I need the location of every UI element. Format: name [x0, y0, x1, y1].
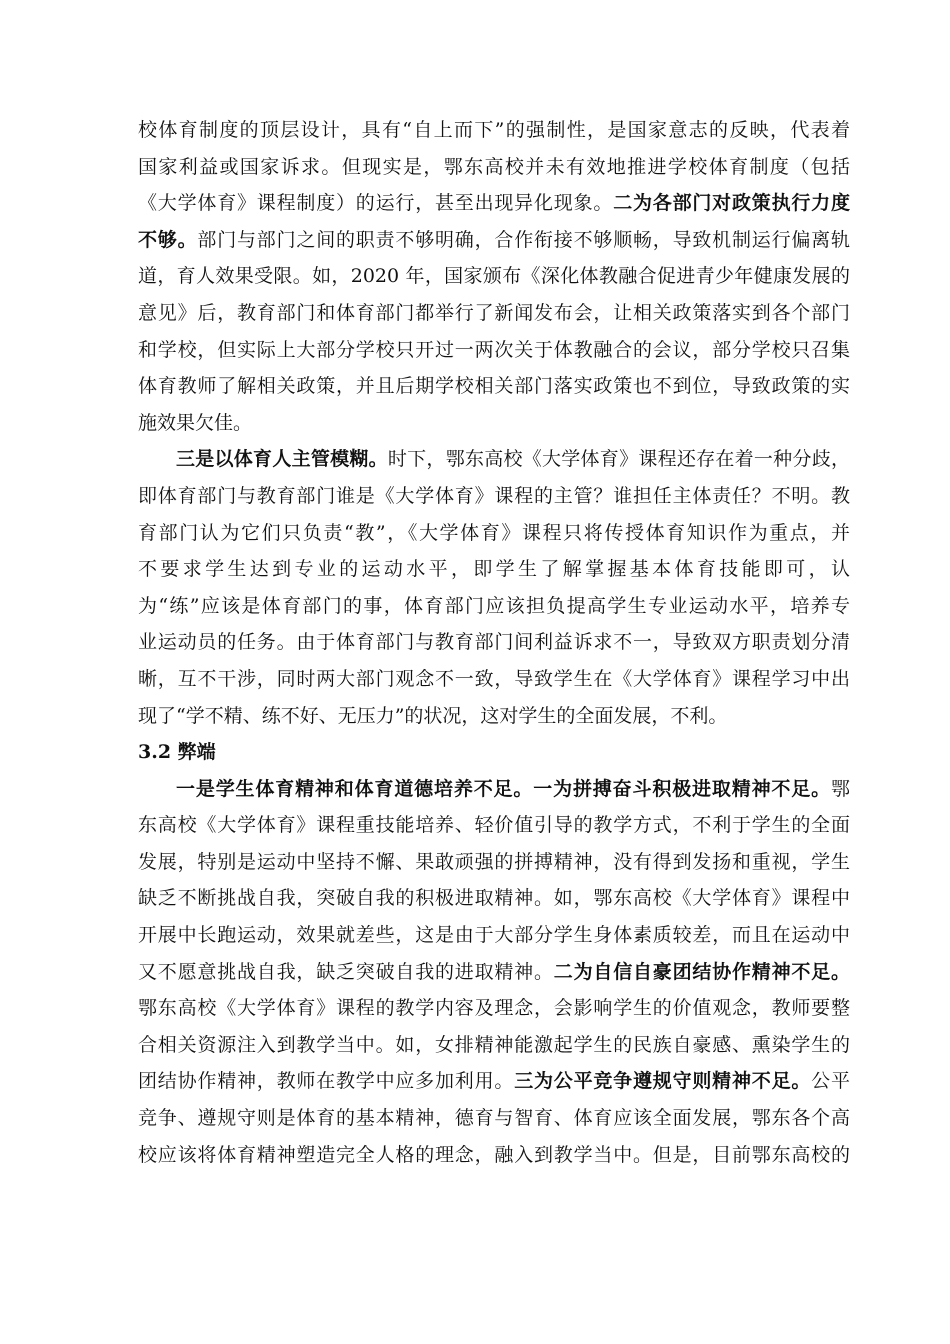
text-line — [138, 698, 850, 735]
text-run: 鄂 — [830, 777, 850, 800]
text-run: 鄂东高校《大学体育》课程的教学内容及理念，会影响学生的价值观念，教师要整 — [138, 997, 850, 1020]
text-line — [138, 368, 850, 405]
text-line — [138, 515, 850, 552]
text-line — [138, 624, 850, 661]
bold-text-run: 三是以体育人主管模糊。 — [176, 448, 388, 471]
text-line — [138, 917, 850, 954]
text-line — [138, 807, 850, 844]
bold-text-run: 不够。 — [138, 228, 198, 251]
text-line — [138, 1100, 850, 1137]
bold-text-run: 3.2 弊端 — [138, 741, 216, 764]
text-line — [138, 112, 850, 149]
text-run: 施效果欠佳。 — [138, 411, 253, 434]
text-line — [138, 185, 850, 222]
text-line — [138, 441, 850, 478]
text-line — [138, 258, 850, 295]
bold-text-run: 一是学生体育精神和体育道德培养不足。一为拼搏奋斗积极进取精神不足。 — [176, 777, 831, 800]
text-run: 开展中长跑运动，效果就差些，这是由于大部分学生身体素质较差，而且在运动中 — [138, 924, 850, 947]
text-run: 部门与部门之间的职责不够明确，合作衔接不够顺畅，导致机制运行偏离轨 — [197, 228, 850, 251]
text-run: 发展，特别是运动中坚持不懈、果敢顽强的拼搏精神，没有得到发扬和重视，学生 — [138, 850, 850, 873]
text-line — [138, 1137, 850, 1174]
text-run: 校应该将体育精神塑造完全人格的理念，融入到教学当中。但是，目前鄂东高校的 — [138, 1143, 850, 1166]
text-run: 公平 — [811, 1070, 850, 1093]
text-run: 竞争、遵规守则是体育的基本精神，德育与智育、体育应该全面发展，鄂东各个高 — [138, 1107, 850, 1130]
text-line — [138, 771, 850, 808]
text-line — [138, 661, 850, 698]
text-run: 业运动员的任务。由于体育部门与教育部门间利益诉求不一，导致双方职责划分清 — [138, 631, 850, 654]
text-line — [138, 478, 850, 515]
text-run: 又不愿意挑战自我，缺乏突破自我的进取精神。 — [138, 960, 554, 983]
text-run: 国家利益或国家诉求。但现实是，鄂东高校并未有效地推进学校体育制度（包括 — [138, 155, 850, 178]
text-run: 校体育制度的顶层设计，具有“自上而下”的强制性，是国家意志的反映，代表着 — [138, 119, 850, 141]
text-run: 体育教师了解相关政策，并且后期学校相关部门落实政策也不到位，导致政策的实 — [138, 375, 850, 398]
text-run: 时下，鄂东高校《大学体育》课程还存在着一种分歧， — [387, 448, 850, 471]
text-run: 为“练”应该是体育部门的事，体育部门应该担负提高学生专业运动水平，培养专 — [138, 594, 850, 617]
text-run: 《大学体育》课程制度）的运行，甚至出现异化现象。 — [138, 192, 614, 215]
text-run: 即体育部门与教育部门谁是《大学体育》课程的主管？谁担任主体责任？不明。教 — [138, 484, 850, 507]
bold-text-run: 三为公平竞争遵规守则精神不足。 — [514, 1070, 812, 1093]
text-line — [138, 551, 850, 588]
text-line — [138, 880, 850, 917]
text-line — [138, 222, 850, 259]
text-run: 和学校，但实际上大部分学校只开过一两次关于体教融合的会议，部分学校只召集 — [138, 338, 850, 361]
text-run: 缺乏不断挑战自我，突破自我的积极进取精神。如，鄂东高校《大学体育》课程中 — [138, 887, 850, 910]
text-line — [138, 1063, 850, 1100]
text-line — [138, 405, 850, 442]
text-run: 现了“学不精、练不好、无压力”的状况，这对学生的全面发展，不利。 — [138, 704, 728, 727]
text-line — [138, 954, 850, 991]
text-run: 道，育人效果受限。如，2020 年，国家颁布《深化体教融合促进青少年健康发展的 — [138, 265, 850, 288]
text-run: 团结协作精神，教师在教学中应多加利用。 — [138, 1070, 515, 1093]
document-body — [138, 112, 850, 1173]
text-run: 合相关资源注入到教学当中。如，女排精神能激起学生的民族自豪感、熏染学生的 — [138, 1033, 850, 1056]
text-line — [138, 149, 850, 186]
text-run: 东高校《大学体育》课程重技能培养、轻价值引导的教学方式，不利于学生的全面 — [138, 814, 850, 837]
text-line — [138, 588, 850, 625]
text-line — [138, 1027, 850, 1064]
text-run: 晰，互不干涉，同时两大部门观念不一致，导致学生在《大学体育》课程学习中出 — [138, 667, 850, 690]
text-line — [138, 295, 850, 332]
text-line — [138, 734, 850, 771]
text-line — [138, 844, 850, 881]
text-line — [138, 332, 850, 369]
bold-text-run: 二为自信自豪团结协作精神不足。 — [553, 960, 850, 983]
text-line — [138, 990, 850, 1027]
text-run: 育部门认为它们只负责“教”，《大学体育》课程只将传授体育知识作为重点，并 — [138, 521, 850, 544]
bold-text-run: 二为各部门对政策执行力度 — [613, 192, 850, 215]
text-run: 意见》后，教育部门和体育部门都举行了新闻发布会，让相关政策落实到各个部门 — [138, 301, 850, 324]
text-run: 不要求学生达到专业的运动水平，即学生了解掌握基本体育技能即可，认 — [138, 558, 850, 581]
